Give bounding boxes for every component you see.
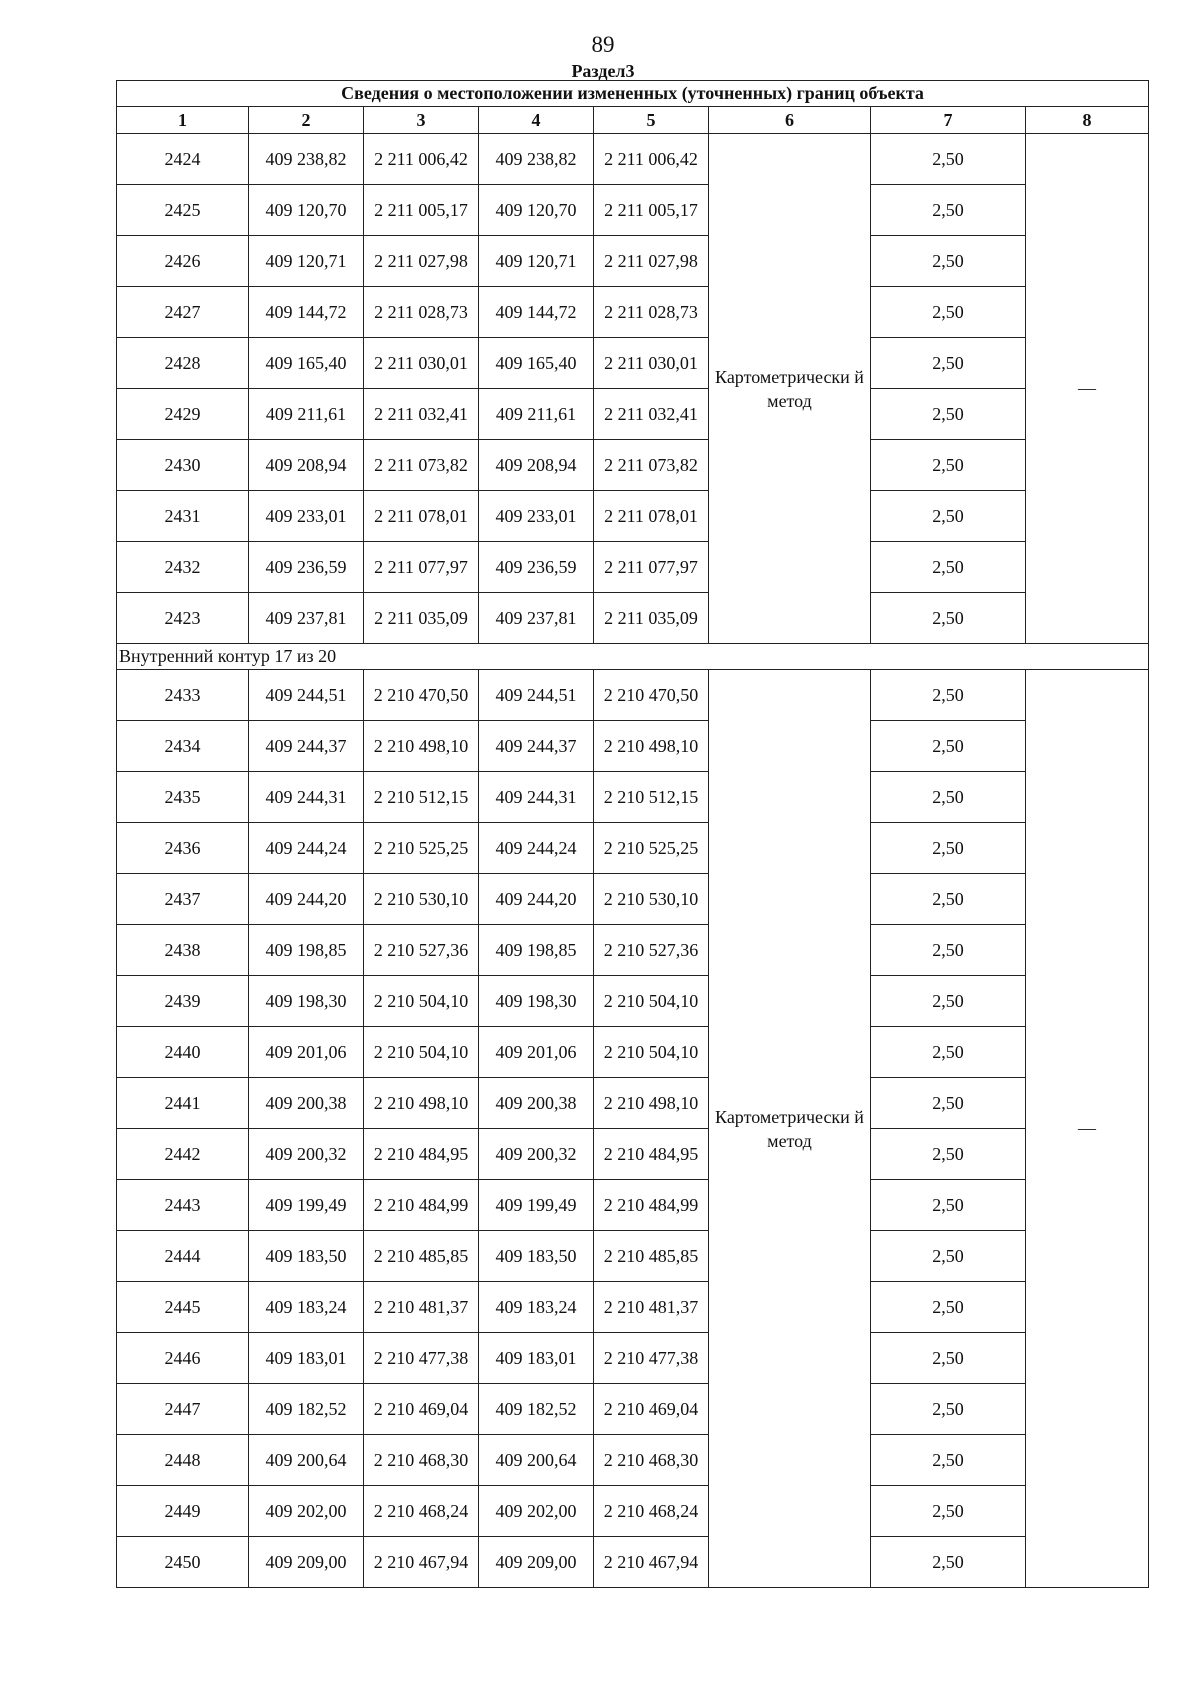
- accuracy-cell: 2,50: [871, 874, 1026, 925]
- y-existing-cell: 2 210 512,15: [364, 772, 479, 823]
- point-number-cell: 2429: [117, 389, 249, 440]
- accuracy-cell: 2,50: [871, 440, 1026, 491]
- point-number-cell: 2440: [117, 1027, 249, 1078]
- y-existing-cell: 2 210 477,38: [364, 1333, 479, 1384]
- accuracy-cell: 2,50: [871, 1333, 1026, 1384]
- y-new-cell: 2 210 498,10: [594, 1078, 709, 1129]
- y-new-cell: 2 211 027,98: [594, 236, 709, 287]
- table-row: [117, 134, 1149, 185]
- point-number-cell: 2427: [117, 287, 249, 338]
- table-row: [117, 1384, 1149, 1435]
- y-new-cell: 2 210 468,30: [594, 1435, 709, 1486]
- column-header-7: 7: [871, 107, 1026, 134]
- x-new-cell: 409 120,70: [479, 185, 594, 236]
- table-row: [117, 1282, 1149, 1333]
- x-existing-cell: 409 244,31: [249, 772, 364, 823]
- x-existing-cell: 409 183,01: [249, 1333, 364, 1384]
- y-new-cell: 2 210 468,24: [594, 1486, 709, 1537]
- y-new-cell: 2 210 484,99: [594, 1180, 709, 1231]
- accuracy-cell: 2,50: [871, 1231, 1026, 1282]
- table-row: [117, 1231, 1149, 1282]
- x-existing-cell: 409 233,01: [249, 491, 364, 542]
- point-number-cell: 2428: [117, 338, 249, 389]
- y-existing-cell: 2 210 467,94: [364, 1537, 479, 1588]
- x-new-cell: 409 198,30: [479, 976, 594, 1027]
- accuracy-cell: 2,50: [871, 134, 1026, 185]
- y-new-cell: 2 211 028,73: [594, 287, 709, 338]
- y-existing-cell: 2 210 504,10: [364, 1027, 479, 1078]
- accuracy-cell: 2,50: [871, 1486, 1026, 1537]
- table-row: [117, 491, 1149, 542]
- point-number-cell: 2447: [117, 1384, 249, 1435]
- accuracy-cell: 2,50: [871, 491, 1026, 542]
- y-existing-cell: 2 210 484,99: [364, 1180, 479, 1231]
- column-header-3: 3: [364, 107, 479, 134]
- column-header-1: 1: [117, 107, 249, 134]
- accuracy-cell: 2,50: [871, 1435, 1026, 1486]
- x-existing-cell: 409 200,32: [249, 1129, 364, 1180]
- x-new-cell: 409 209,00: [479, 1537, 594, 1588]
- x-new-cell: 409 183,50: [479, 1231, 594, 1282]
- table-row: [117, 440, 1149, 491]
- x-existing-cell: 409 244,37: [249, 721, 364, 772]
- x-new-cell: 409 120,71: [479, 236, 594, 287]
- y-existing-cell: 2 210 498,10: [364, 721, 479, 772]
- x-new-cell: 409 202,00: [479, 1486, 594, 1537]
- marking-cell: —: [1026, 134, 1149, 644]
- x-existing-cell: 409 198,85: [249, 925, 364, 976]
- x-new-cell: 409 208,94: [479, 440, 594, 491]
- accuracy-cell: 2,50: [871, 670, 1026, 721]
- y-existing-cell: 2 210 481,37: [364, 1282, 479, 1333]
- table-row: [117, 772, 1149, 823]
- point-number-cell: 2436: [117, 823, 249, 874]
- accuracy-cell: 2,50: [871, 389, 1026, 440]
- point-number-cell: 2425: [117, 185, 249, 236]
- y-new-cell: 2 211 035,09: [594, 593, 709, 644]
- y-existing-cell: 2 211 078,01: [364, 491, 479, 542]
- x-new-cell: 409 244,20: [479, 874, 594, 925]
- y-existing-cell: 2 211 073,82: [364, 440, 479, 491]
- x-existing-cell: 409 201,06: [249, 1027, 364, 1078]
- y-new-cell: 2 210 484,95: [594, 1129, 709, 1180]
- accuracy-cell: 2,50: [871, 287, 1026, 338]
- y-existing-cell: 2 210 484,95: [364, 1129, 479, 1180]
- y-existing-cell: 2 210 504,10: [364, 976, 479, 1027]
- y-existing-cell: 2 211 027,98: [364, 236, 479, 287]
- accuracy-cell: 2,50: [871, 976, 1026, 1027]
- x-existing-cell: 409 202,00: [249, 1486, 364, 1537]
- table-row: [117, 976, 1149, 1027]
- y-new-cell: 2 210 481,37: [594, 1282, 709, 1333]
- table-row: [117, 1537, 1149, 1588]
- contour-label-row: [117, 644, 1149, 670]
- table-row: [117, 1435, 1149, 1486]
- y-new-cell: 2 210 477,38: [594, 1333, 709, 1384]
- point-number-cell: 2443: [117, 1180, 249, 1231]
- table-row: [117, 287, 1149, 338]
- y-existing-cell: 2 211 005,17: [364, 185, 479, 236]
- y-new-cell: 2 211 006,42: [594, 134, 709, 185]
- y-existing-cell: 2 211 030,01: [364, 338, 479, 389]
- y-existing-cell: 2 211 032,41: [364, 389, 479, 440]
- y-new-cell: 2 210 525,25: [594, 823, 709, 874]
- x-existing-cell: 409 198,30: [249, 976, 364, 1027]
- table-row: [117, 721, 1149, 772]
- table-row: [117, 542, 1149, 593]
- accuracy-cell: 2,50: [871, 772, 1026, 823]
- x-existing-cell: 409 244,51: [249, 670, 364, 721]
- y-existing-cell: 2 210 498,10: [364, 1078, 479, 1129]
- point-number-cell: 2431: [117, 491, 249, 542]
- x-new-cell: 409 183,01: [479, 1333, 594, 1384]
- y-new-cell: 2 210 504,10: [594, 976, 709, 1027]
- column-header-6: 6: [709, 107, 871, 134]
- y-existing-cell: 2 210 527,36: [364, 925, 479, 976]
- x-new-cell: 409 201,06: [479, 1027, 594, 1078]
- table-row: [117, 925, 1149, 976]
- point-number-cell: 2437: [117, 874, 249, 925]
- accuracy-cell: 2,50: [871, 1078, 1026, 1129]
- y-new-cell: 2 211 073,82: [594, 440, 709, 491]
- y-existing-cell: 2 211 006,42: [364, 134, 479, 185]
- table-body: [117, 81, 1149, 1588]
- accuracy-cell: 2,50: [871, 236, 1026, 287]
- point-number-cell: 2433: [117, 670, 249, 721]
- method-cell: Картометрически й метод: [709, 134, 871, 644]
- accuracy-cell: 2,50: [871, 542, 1026, 593]
- point-number-cell: 2439: [117, 976, 249, 1027]
- y-new-cell: 2 211 032,41: [594, 389, 709, 440]
- table-row: [117, 1180, 1149, 1231]
- x-existing-cell: 409 120,70: [249, 185, 364, 236]
- y-existing-cell: 2 210 469,04: [364, 1384, 479, 1435]
- y-new-cell: 2 210 504,10: [594, 1027, 709, 1078]
- x-new-cell: 409 144,72: [479, 287, 594, 338]
- y-existing-cell: 2 210 470,50: [364, 670, 479, 721]
- point-number-cell: 2446: [117, 1333, 249, 1384]
- y-new-cell: 2 210 530,10: [594, 874, 709, 925]
- table-row: [117, 593, 1149, 644]
- x-existing-cell: 409 244,20: [249, 874, 364, 925]
- x-new-cell: 409 233,01: [479, 491, 594, 542]
- section-title: Раздел3: [571, 61, 635, 81]
- point-number-cell: 2441: [117, 1078, 249, 1129]
- x-new-cell: 409 211,61: [479, 389, 594, 440]
- x-new-cell: 409 236,59: [479, 542, 594, 593]
- x-new-cell: 409 200,38: [479, 1078, 594, 1129]
- accuracy-cell: 2,50: [871, 1180, 1026, 1231]
- point-number-cell: 2444: [117, 1231, 249, 1282]
- y-existing-cell: 2 210 485,85: [364, 1231, 479, 1282]
- column-header-2: 2: [249, 107, 364, 134]
- y-new-cell: 2 211 005,17: [594, 185, 709, 236]
- column-header-8: 8: [1026, 107, 1149, 134]
- x-existing-cell: 409 200,64: [249, 1435, 364, 1486]
- point-number-cell: 2426: [117, 236, 249, 287]
- point-number-cell: 2442: [117, 1129, 249, 1180]
- y-existing-cell: 2 210 468,24: [364, 1486, 479, 1537]
- y-new-cell: 2 211 078,01: [594, 491, 709, 542]
- accuracy-cell: 2,50: [871, 1282, 1026, 1333]
- x-new-cell: 409 200,32: [479, 1129, 594, 1180]
- accuracy-cell: 2,50: [871, 721, 1026, 772]
- x-existing-cell: 409 208,94: [249, 440, 364, 491]
- table-row: [117, 389, 1149, 440]
- x-existing-cell: 409 200,38: [249, 1078, 364, 1129]
- x-existing-cell: 409 244,24: [249, 823, 364, 874]
- accuracy-cell: 2,50: [871, 1537, 1026, 1588]
- table-row: [117, 236, 1149, 287]
- x-existing-cell: 409 183,50: [249, 1231, 364, 1282]
- point-number-cell: 2438: [117, 925, 249, 976]
- point-number-cell: 2424: [117, 134, 249, 185]
- point-number-cell: 2448: [117, 1435, 249, 1486]
- x-new-cell: 409 244,24: [479, 823, 594, 874]
- point-number-cell: 2449: [117, 1486, 249, 1537]
- accuracy-cell: 2,50: [871, 338, 1026, 389]
- marking-cell: —: [1026, 670, 1149, 1588]
- x-new-cell: 409 244,37: [479, 721, 594, 772]
- x-existing-cell: 409 211,61: [249, 389, 364, 440]
- x-new-cell: 409 238,82: [479, 134, 594, 185]
- y-new-cell: 2 210 512,15: [594, 772, 709, 823]
- table-row: [117, 670, 1149, 721]
- x-new-cell: 409 244,31: [479, 772, 594, 823]
- y-new-cell: 2 211 077,97: [594, 542, 709, 593]
- x-existing-cell: 409 238,82: [249, 134, 364, 185]
- table-row: [117, 1078, 1149, 1129]
- table-row: [117, 1027, 1149, 1078]
- point-number-cell: 2423: [117, 593, 249, 644]
- point-number-cell: 2445: [117, 1282, 249, 1333]
- table-caption: Сведения о местоположении измененных (уточненных) границ объекта: [117, 81, 1149, 107]
- header-row: [117, 107, 1149, 134]
- table-row: [117, 1486, 1149, 1537]
- x-existing-cell: 409 182,52: [249, 1384, 364, 1435]
- point-number-cell: 2432: [117, 542, 249, 593]
- y-existing-cell: 2 211 028,73: [364, 287, 479, 338]
- accuracy-cell: 2,50: [871, 593, 1026, 644]
- x-existing-cell: 409 120,71: [249, 236, 364, 287]
- x-new-cell: 409 200,64: [479, 1435, 594, 1486]
- accuracy-cell: 2,50: [871, 823, 1026, 874]
- y-new-cell: 2 210 467,94: [594, 1537, 709, 1588]
- y-new-cell: 2 210 498,10: [594, 721, 709, 772]
- x-new-cell: 409 183,24: [479, 1282, 594, 1333]
- x-existing-cell: 409 236,59: [249, 542, 364, 593]
- table-row: [117, 1333, 1149, 1384]
- table-row: [117, 874, 1149, 925]
- x-new-cell: 409 198,85: [479, 925, 594, 976]
- table-row: [117, 823, 1149, 874]
- y-new-cell: 2 210 485,85: [594, 1231, 709, 1282]
- x-new-cell: 409 244,51: [479, 670, 594, 721]
- column-header-5: 5: [594, 107, 709, 134]
- accuracy-cell: 2,50: [871, 1384, 1026, 1435]
- table-row: [117, 1129, 1149, 1180]
- contour-label: Внутренний контур 17 из 20: [117, 644, 1149, 670]
- point-number-cell: 2434: [117, 721, 249, 772]
- x-new-cell: 409 237,81: [479, 593, 594, 644]
- x-new-cell: 409 182,52: [479, 1384, 594, 1435]
- y-new-cell: 2 210 469,04: [594, 1384, 709, 1435]
- y-new-cell: 2 210 470,50: [594, 670, 709, 721]
- y-existing-cell: 2 210 525,25: [364, 823, 479, 874]
- accuracy-cell: 2,50: [871, 185, 1026, 236]
- point-number-cell: 2430: [117, 440, 249, 491]
- y-new-cell: 2 210 527,36: [594, 925, 709, 976]
- table-row: [117, 338, 1149, 389]
- y-existing-cell: 2 211 035,09: [364, 593, 479, 644]
- page-number: 89: [591, 32, 615, 57]
- x-existing-cell: 409 183,24: [249, 1282, 364, 1333]
- method-cell: Картометрически й метод: [709, 670, 871, 1588]
- x-new-cell: 409 199,49: [479, 1180, 594, 1231]
- y-existing-cell: 2 210 468,30: [364, 1435, 479, 1486]
- y-new-cell: 2 211 030,01: [594, 338, 709, 389]
- boundary-points-table: [116, 80, 1149, 1588]
- x-new-cell: 409 165,40: [479, 338, 594, 389]
- x-existing-cell: 409 144,72: [249, 287, 364, 338]
- x-existing-cell: 409 199,49: [249, 1180, 364, 1231]
- column-header-4: 4: [479, 107, 594, 134]
- x-existing-cell: 409 165,40: [249, 338, 364, 389]
- table-row: [117, 185, 1149, 236]
- point-number-cell: 2435: [117, 772, 249, 823]
- accuracy-cell: 2,50: [871, 925, 1026, 976]
- accuracy-cell: 2,50: [871, 1027, 1026, 1078]
- point-number-cell: 2450: [117, 1537, 249, 1588]
- accuracy-cell: 2,50: [871, 1129, 1026, 1180]
- y-existing-cell: 2 211 077,97: [364, 542, 479, 593]
- y-existing-cell: 2 210 530,10: [364, 874, 479, 925]
- x-existing-cell: 409 237,81: [249, 593, 364, 644]
- x-existing-cell: 409 209,00: [249, 1537, 364, 1588]
